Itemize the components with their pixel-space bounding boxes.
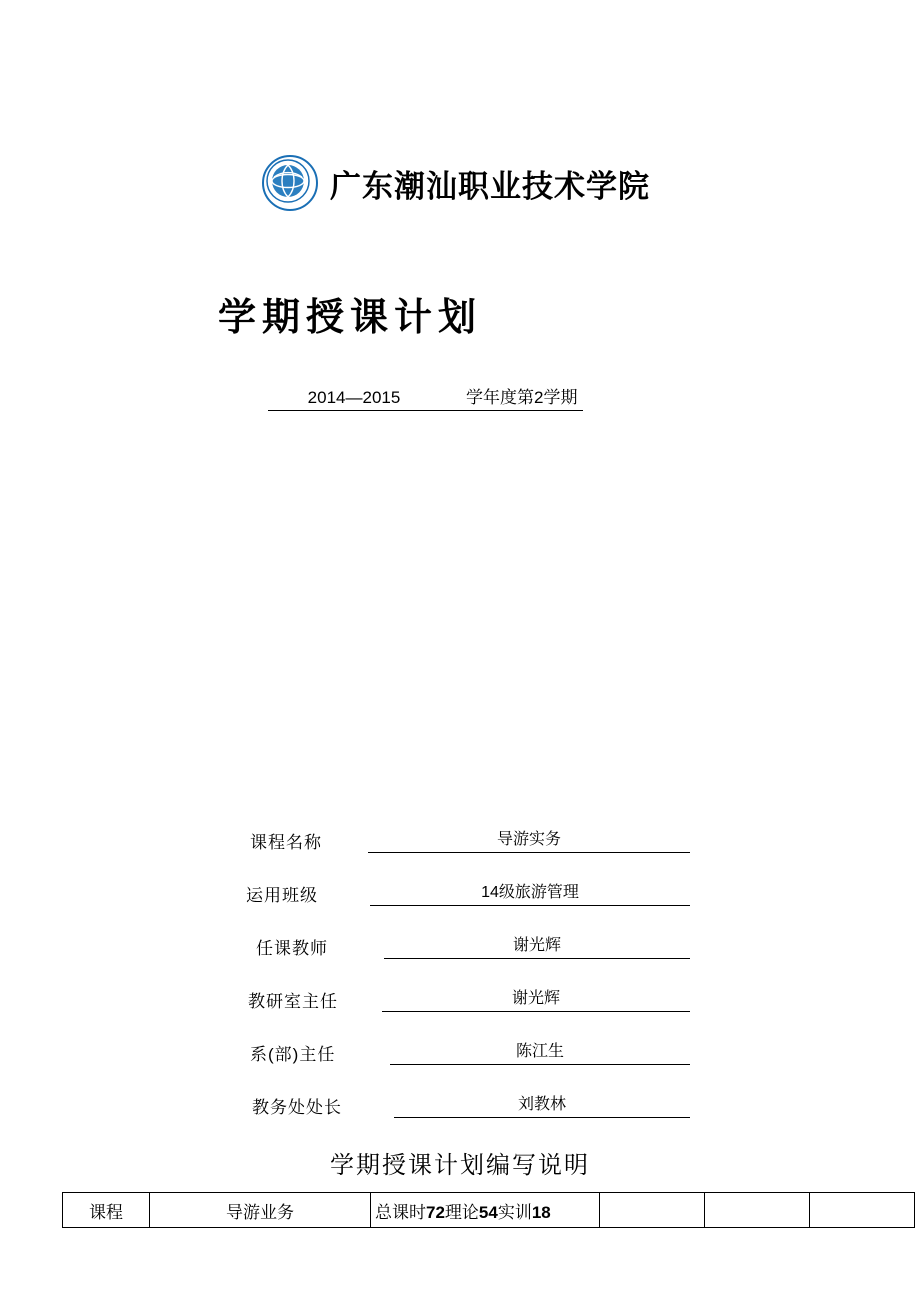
info-label: 教务处处长: [252, 1098, 342, 1117]
course-info-block: [246, 826, 690, 1144]
info-row-teacher: [256, 932, 690, 959]
info-row-academic-affairs-head: [252, 1091, 690, 1118]
school-header: [262, 155, 650, 211]
info-value: 谢光辉: [384, 932, 690, 959]
cell-course-name: 导游业务: [150, 1193, 371, 1228]
section-heading: 学期授课计划编写说明: [330, 1151, 590, 1179]
info-row-class: [246, 879, 690, 906]
info-label: 运用班级: [246, 886, 318, 905]
info-label: 任课教师: [256, 939, 328, 958]
academic-year-term: 学年度第2学期: [440, 383, 583, 411]
cell-blank-1: [600, 1193, 705, 1228]
practice-hours-label: 实训: [497, 1202, 532, 1222]
school-name: 广东潮汕职业技术学院: [330, 168, 650, 205]
table-row: [63, 1193, 915, 1228]
info-value: 谢光辉: [382, 985, 690, 1012]
theory-hours-label: 理论: [444, 1202, 479, 1222]
academic-year-range: 2014—2015: [268, 388, 440, 411]
info-value: 14级旅游管理: [370, 879, 690, 906]
cell-blank-3: [810, 1193, 915, 1228]
cell-blank-2: [705, 1193, 810, 1228]
academic-year-line: [268, 383, 583, 411]
info-label: 教研室主任: [248, 992, 338, 1011]
school-emblem-icon: [262, 155, 318, 211]
cell-hours: [371, 1193, 600, 1228]
practice-hours-value: 18: [531, 1202, 551, 1222]
info-row-course-name: [250, 826, 690, 853]
page-title: 学期授课计划: [218, 295, 483, 339]
info-value: 陈江生: [390, 1038, 690, 1065]
info-label: 课程名称: [250, 833, 322, 852]
total-hours-value: 72: [426, 1202, 445, 1222]
info-label: 系(部)主任: [250, 1045, 336, 1064]
total-hours-label: 总课时: [375, 1202, 426, 1222]
info-row-department-director: [250, 1038, 690, 1065]
info-row-research-office-director: [248, 985, 690, 1012]
cell-course-label: 课程: [63, 1193, 150, 1228]
info-value: 刘教林: [394, 1091, 690, 1118]
theory-hours-value: 54: [478, 1202, 498, 1222]
plan-table: [62, 1192, 915, 1228]
info-value: 导游实务: [368, 826, 690, 853]
